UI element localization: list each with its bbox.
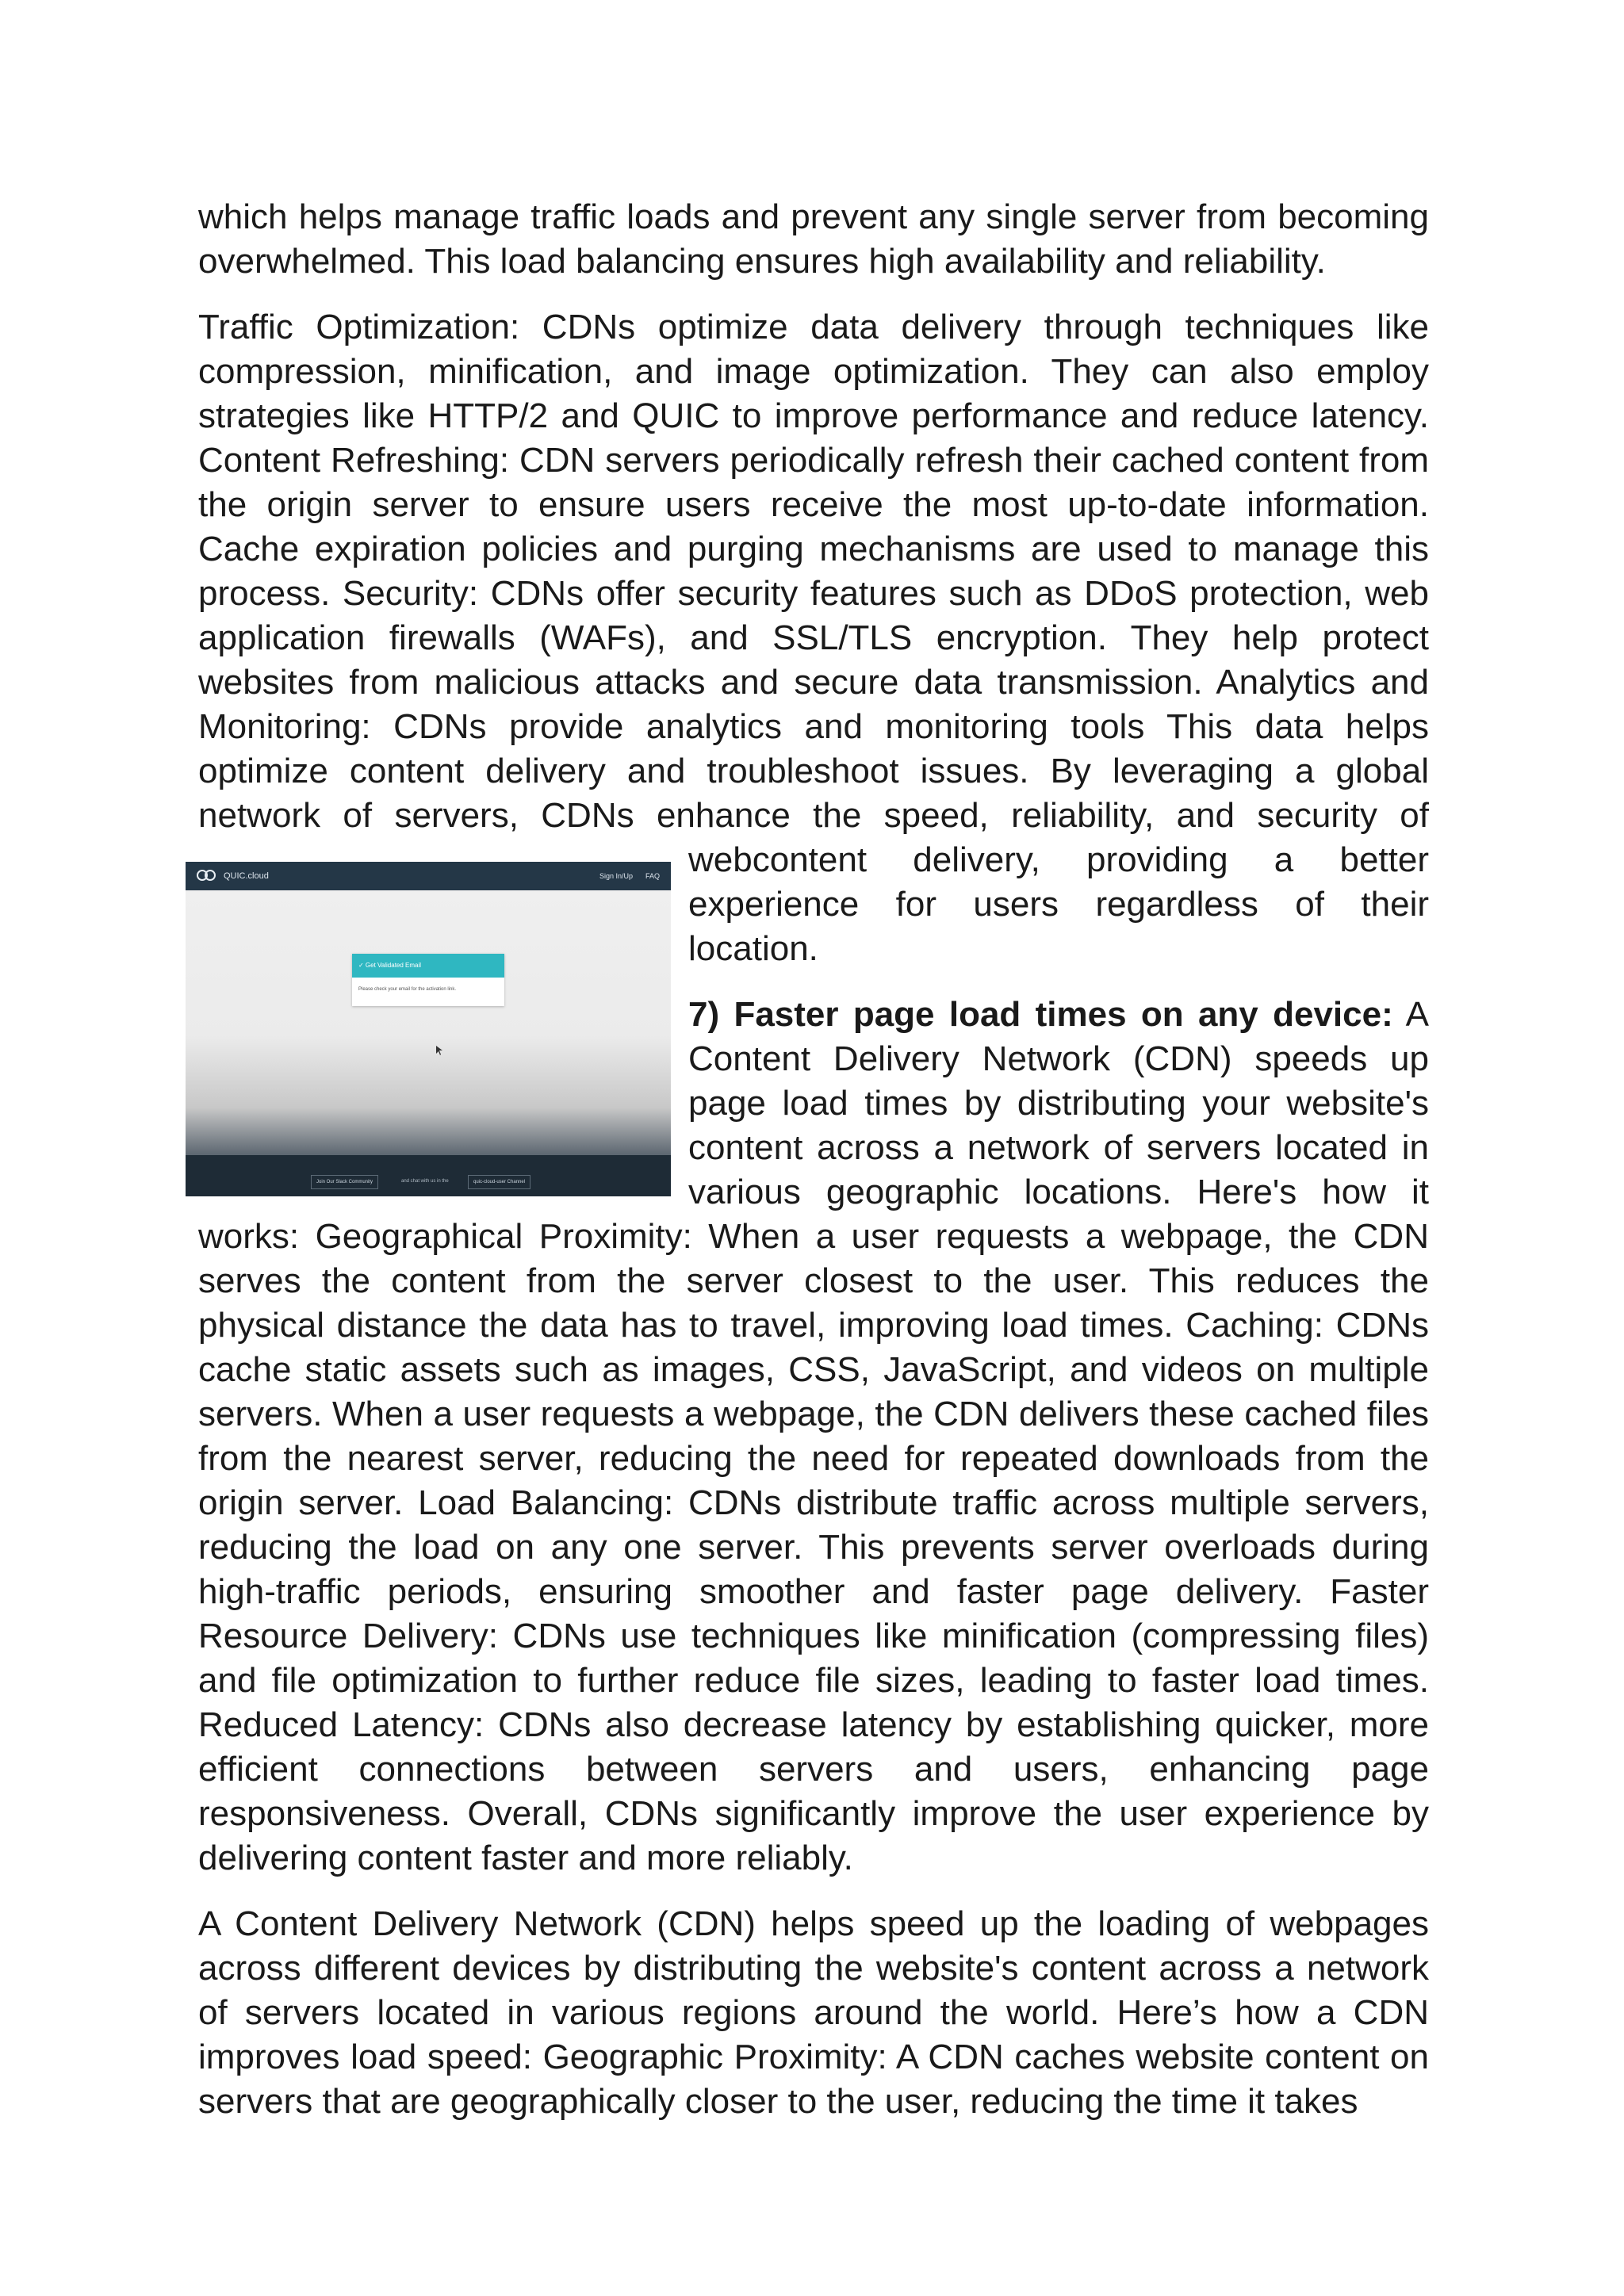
screenshot-brand: QUIC.cloud <box>224 871 269 881</box>
paragraph-cdn-features-continued: content delivery, providing a better experience for users regardless of their location. <box>688 840 1429 968</box>
screenshot-topbar <box>186 862 671 890</box>
screenshot-faq-link: FAQ <box>645 872 660 880</box>
paragraph-load-balancing-end: which helps manage traffic loads and prevent any single server from becoming overwhelmed. This load balancing ensures high availability and reliability. <box>198 197 1429 281</box>
document-body <box>198 195 1429 2145</box>
screenshot-dialog-title: ✓ Get Validated Email <box>352 954 504 978</box>
embedded-screenshot <box>186 862 671 1196</box>
paragraph-faster-page-load-text: A Content Delivery Network (CDN) speeds up page load times by distributing your website's content across a network of servers located in various geographic locations. Here's how it works: Geographical Proximity: When a user requests a webpage, the CDN serves the content from the server closest to the user. This reduces the physical distance the data has to travel, improving load times. Caching: CDNs cache static assets such as images, CSS, JavaScript, and videos on multiple servers. When a user requests a webpage, the CDN delivers these cached files from the nearest server, reducing the need for repeated downloads from the origin server. Load Balancing: CDNs distribute traffic across multiple servers, reducing the load on any one server. This prevents server overloads during high-traffic periods, ensuring smoother and faster page delivery. Faster Resource Delivery: CDNs use techniques like minification (compressing files) and file optimization to further reduce file sizes, leading to faster load times. Reduced Latency: CDNs also decrease latency by establishing quicker, more efficient connections between servers and users, enhancing page responsiveness. Overall, CDNs significantly improve the user experience by delivering content faster and more reliably. <box>198 995 1429 1877</box>
screenshot-footer-text: and chat with us in the <box>401 1179 449 1184</box>
screenshot-signin-link: Sign In/Up <box>599 872 633 880</box>
mouse-cursor-icon <box>436 1046 442 1055</box>
screenshot-footer <box>186 1155 671 1196</box>
screenshot-channel-pill: quic-cloud-user Channel <box>468 1175 530 1189</box>
quic-cloud-logo-icon <box>195 868 217 882</box>
screenshot-body <box>186 890 671 1155</box>
screenshot-dialog-message: Please check your email for the activation link. <box>358 987 457 992</box>
section-heading-faster-page-load: 7) Faster page load times on any device: <box>688 995 1393 1034</box>
paragraph-cdn-speed: A Content Delivery Network (CDN) helps speed up the loading of webpages across different devices by distributing the website's content across a network of servers located in various regions around the world. Here’s how a CDN improves load speed: Geographic Proximity: A CDN caches website content on servers that are geographically closer to the user, reducing the time it takes <box>198 1904 1429 2121</box>
screenshot-slack-pill: Join Our Slack Community <box>311 1175 378 1189</box>
screenshot-dialog <box>352 954 504 1006</box>
paragraph-cdn-features-text: Traffic Optimization: CDNs optimize data delivery through techniques like compression, minification, and image optimization. They can also employ strategies like HTTP/2 and QUIC to improve performance and reduce latency. Content Refreshing: CDN servers periodically refresh their cached content from the origin server to ensure users receive the most up-to-date information. Cache expiration policies and purging mechanisms are used to manage this process. Security: CDNs offer security features such as DDoS protection, web application firewalls (WAFs), and SSL/TLS encryption. They help protect websites from malicious attacks and secure data transmission. Analytics and Monitoring: CDNs provide analytics and monitoring tools This data helps optimize content delivery and troubleshoot issues. By leveraging a global network of servers, CDNs enhance the speed, reliability, and security of web <box>198 308 1429 879</box>
